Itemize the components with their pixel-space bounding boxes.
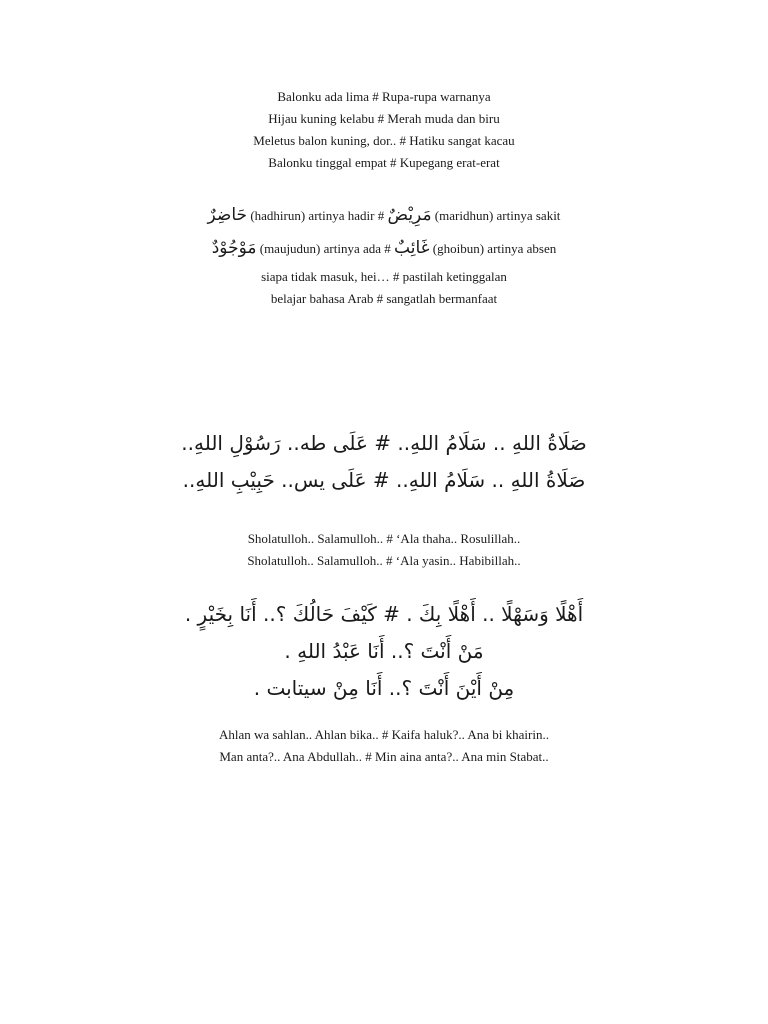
gloss-ghoibun: (ghoibun) artinya absen (432, 241, 557, 256)
gloss-maridhun: (maridhun) artinya sakit (434, 208, 561, 223)
vocabulary-line-1 (0, 199, 768, 232)
stanza-line: Balonku tinggal empat # Kupegang erat-erat (268, 155, 500, 170)
greeting-transliteration (0, 724, 768, 768)
stanza-line: Balonku ada lima # Rupa-rupa warnanya (277, 89, 491, 104)
sholawat-transliteration (0, 528, 768, 572)
arabic-word-maridhun: مَرِيْضٌ (387, 205, 432, 225)
stanza-belajar-arab (0, 266, 768, 310)
sholawat-arabic (0, 425, 768, 499)
transliteration-line: Ahlan wa sahlan.. Ahlan bika.. # Kaifa haluk?.. Ana bi khairin.. (219, 727, 549, 742)
vocabulary-lines (0, 199, 768, 265)
arabic-line: مِنْ أَيْنَ أَنْتَ ؟.. أَنَا مِنْ سيتابت . (253, 676, 515, 700)
arabic-word-ghoibun: غَائِبٌ (394, 238, 430, 258)
stanza-line: Meletus balon kuning, dor.. # Hatiku sangat kacau (253, 133, 515, 148)
stanza-line: siapa tidak masuk, hei… # pastilah ketinggalan (261, 269, 507, 284)
greeting-arabic (0, 596, 768, 707)
gloss-hadhirun: (hadhirun) artinya hadir # (250, 208, 385, 223)
arabic-line: صَلَاةُ اللهِ .. سَلَامُ اللهِ.. # عَلَى طه.. رَسُوْلِ اللهِ.. (181, 431, 587, 455)
arabic-word-hadhirun: حَاضِرٌ (207, 205, 248, 225)
transliteration-line: Sholatulloh.. Salamulloh.. # ‘Ala yasin.. Habibillah.. (247, 553, 521, 568)
stanza-line: belajar bahasa Arab # sangatlah bermanfaat (270, 291, 498, 306)
gloss-maujudun: (maujudun) artinya ada # (259, 241, 391, 256)
stanza-line: Hijau kuning kelabu # Merah muda dan biru (268, 111, 500, 126)
transliteration-line: Man anta?.. Ana Abdullah.. # Min aina anta?.. Ana min Stabat.. (219, 749, 549, 764)
arabic-line: أَهْلًا وَسَهْلًا .. أَهْلًا بِكَ . # كَيْفَ حَالُكَ ؟.. أَنَا بِخَيْرٍ . (184, 602, 584, 626)
transliteration-line: Sholatulloh.. Salamulloh.. # ‘Ala thaha.. Rosulillah.. (247, 531, 521, 546)
arabic-line: صَلَاةُ اللهِ .. سَلَامُ اللهِ.. # عَلَى يس.. حَبِيْبِ اللهِ.. (182, 468, 586, 492)
stanza-balonku (0, 86, 768, 174)
arabic-line: مَنْ أَنْتَ ؟.. أَنَا عَبْدُ اللهِ . (284, 639, 484, 663)
arabic-word-maujudun: مَوْجُوْدٌ (211, 238, 257, 258)
vocabulary-line-2 (0, 232, 768, 265)
